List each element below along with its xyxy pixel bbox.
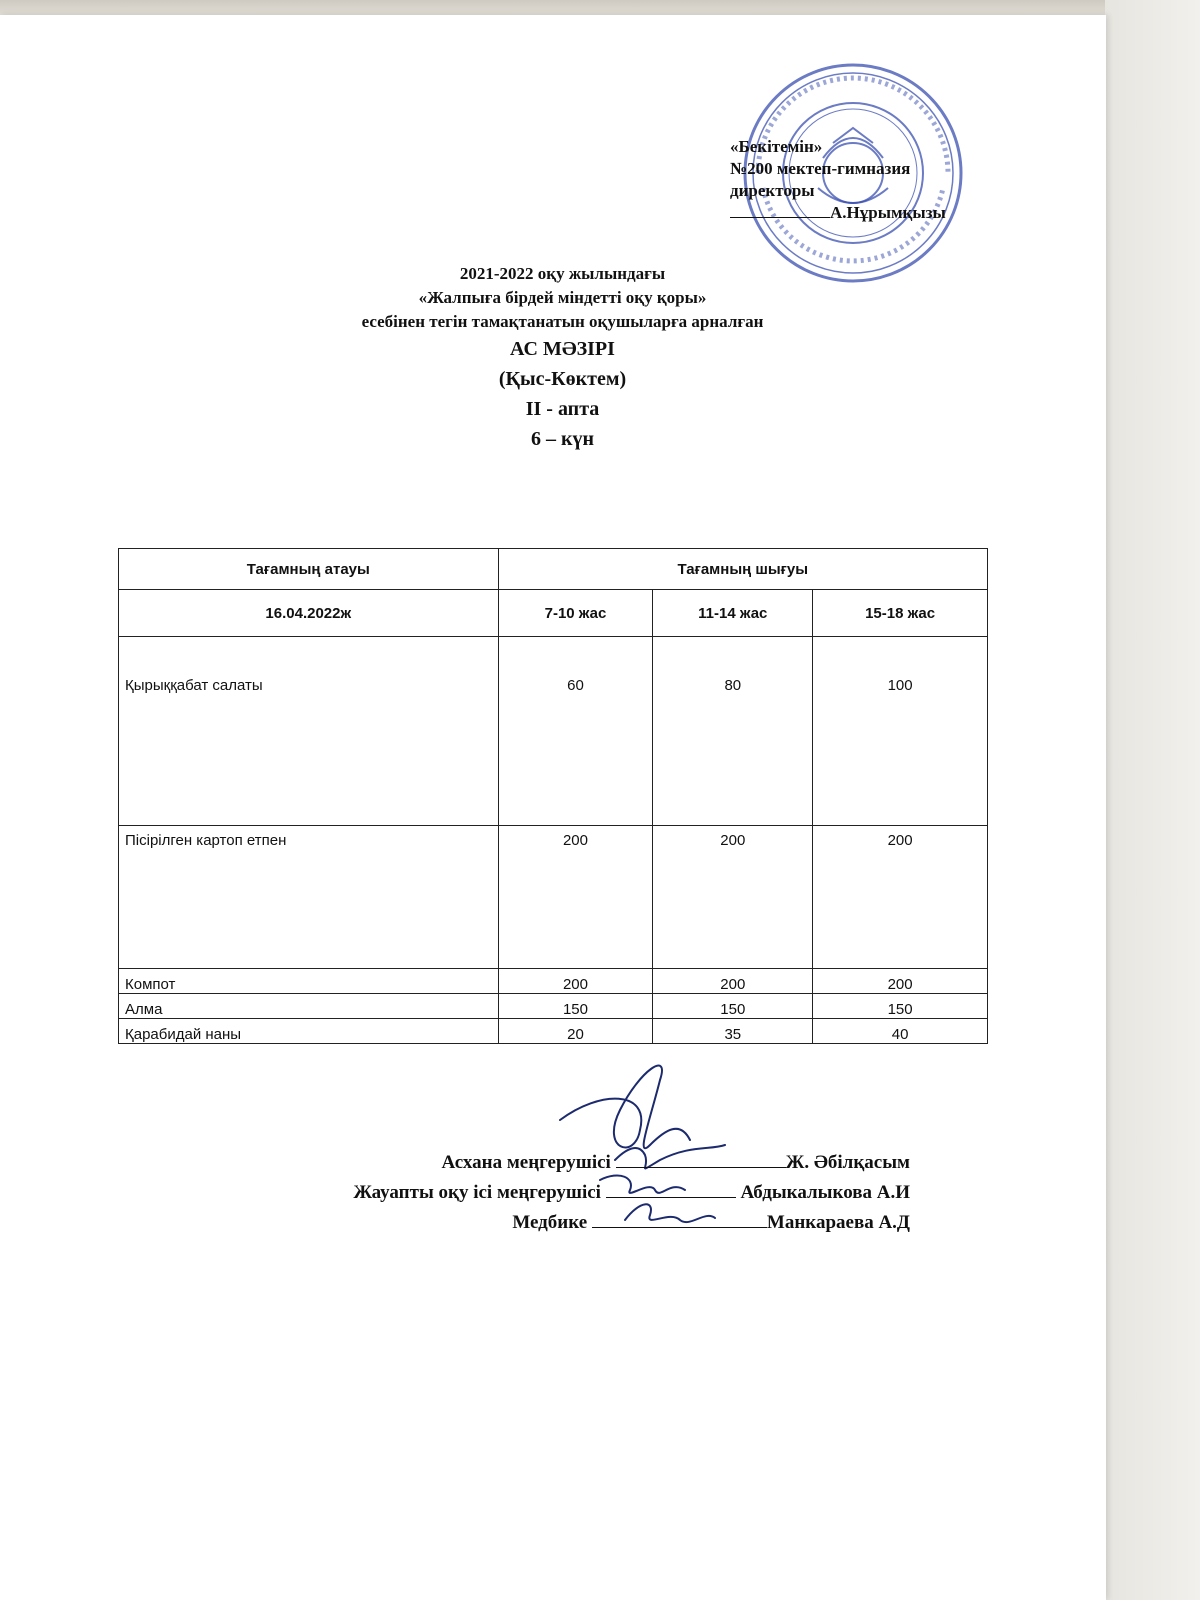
portion-15-18: 100 [813,637,988,826]
study-name: Абдыкалыкова А.И [740,1182,910,1203]
menu-table [118,548,988,1044]
signoff-study [150,1178,910,1208]
portion-11-14: 80 [653,637,813,826]
table-row [119,994,988,1019]
director-name: А.Нұрымқызы [830,203,946,222]
header-age-7-10: 7-10 жас [498,590,653,637]
title-fund: «Жалпыға бірдей міндетті оқу қоры» [418,288,707,307]
title-school-year: 2021-2022 оқу жылындағы [459,264,666,283]
table-row [119,826,988,969]
study-role: Жауапты оқу ісі меңгерушісі [353,1182,601,1203]
header-date: 16.04.2022ж [119,590,499,637]
canteen-role: Асхана меңгерушісі [441,1152,611,1173]
approval-position: директоры [730,181,815,200]
title-season: (Қыс-Көктем) [498,368,627,390]
approval-school: №200 мектеп-гимназия [730,159,911,178]
study-signature-line [606,1179,736,1198]
portion-11-14: 150 [653,994,813,1019]
table-row [119,637,988,826]
document-title [200,262,925,454]
header-yield: Тағамның шығуы [498,549,987,590]
table-header-row [119,549,988,590]
portion-15-18: 200 [813,969,988,994]
portion-7-10: 200 [498,826,653,969]
background-wall [1105,0,1200,1600]
portion-15-18: 40 [813,1019,988,1044]
portion-11-14: 35 [653,1019,813,1044]
header-dish-name: Тағамның атауы [119,549,499,590]
approval-signature-line [730,203,830,218]
dish-name: Қырыққабат салаты [119,637,499,826]
dish-name: Компот [119,969,499,994]
nurse-signature-line [592,1209,767,1228]
nurse-name: Манкараева А.Д [766,1212,910,1233]
dish-name: Пісірілген картоп етпен [119,826,499,969]
portion-7-10: 150 [498,994,653,1019]
title-menu: АС МӘЗІРІ [510,338,615,360]
nurse-role: Медбике [512,1212,588,1233]
approval-heading: «Бекітемін» [730,137,823,156]
dish-name: Алма [119,994,499,1019]
title-day: 6 – күн [530,428,595,450]
dish-name: Қарабидай наны [119,1019,499,1044]
title-purpose: есебінен тегін тамақтанатын оқушыларға арналған [361,312,764,331]
approval-signature-row [730,202,1000,224]
portion-11-14: 200 [653,969,813,994]
header-age-11-14: 11-14 жас [653,590,813,637]
table-row [119,969,988,994]
portion-7-10: 60 [498,637,653,826]
table-row [119,1019,988,1044]
approval-block [730,136,1000,224]
portion-11-14: 200 [653,826,813,969]
canteen-name: Ж. Әбілқасым [785,1152,910,1173]
portion-15-18: 200 [813,826,988,969]
portion-7-10: 200 [498,969,653,994]
signoff-canteen [150,1148,910,1178]
portion-15-18: 150 [813,994,988,1019]
header-age-15-18: 15-18 жас [813,590,988,637]
signoff-block [150,1148,910,1238]
portion-7-10: 20 [498,1019,653,1044]
table-subheader-row [119,590,988,637]
canteen-signature-line [616,1149,786,1168]
signoff-nurse [150,1208,910,1238]
title-week: ІІ - апта [525,398,600,420]
